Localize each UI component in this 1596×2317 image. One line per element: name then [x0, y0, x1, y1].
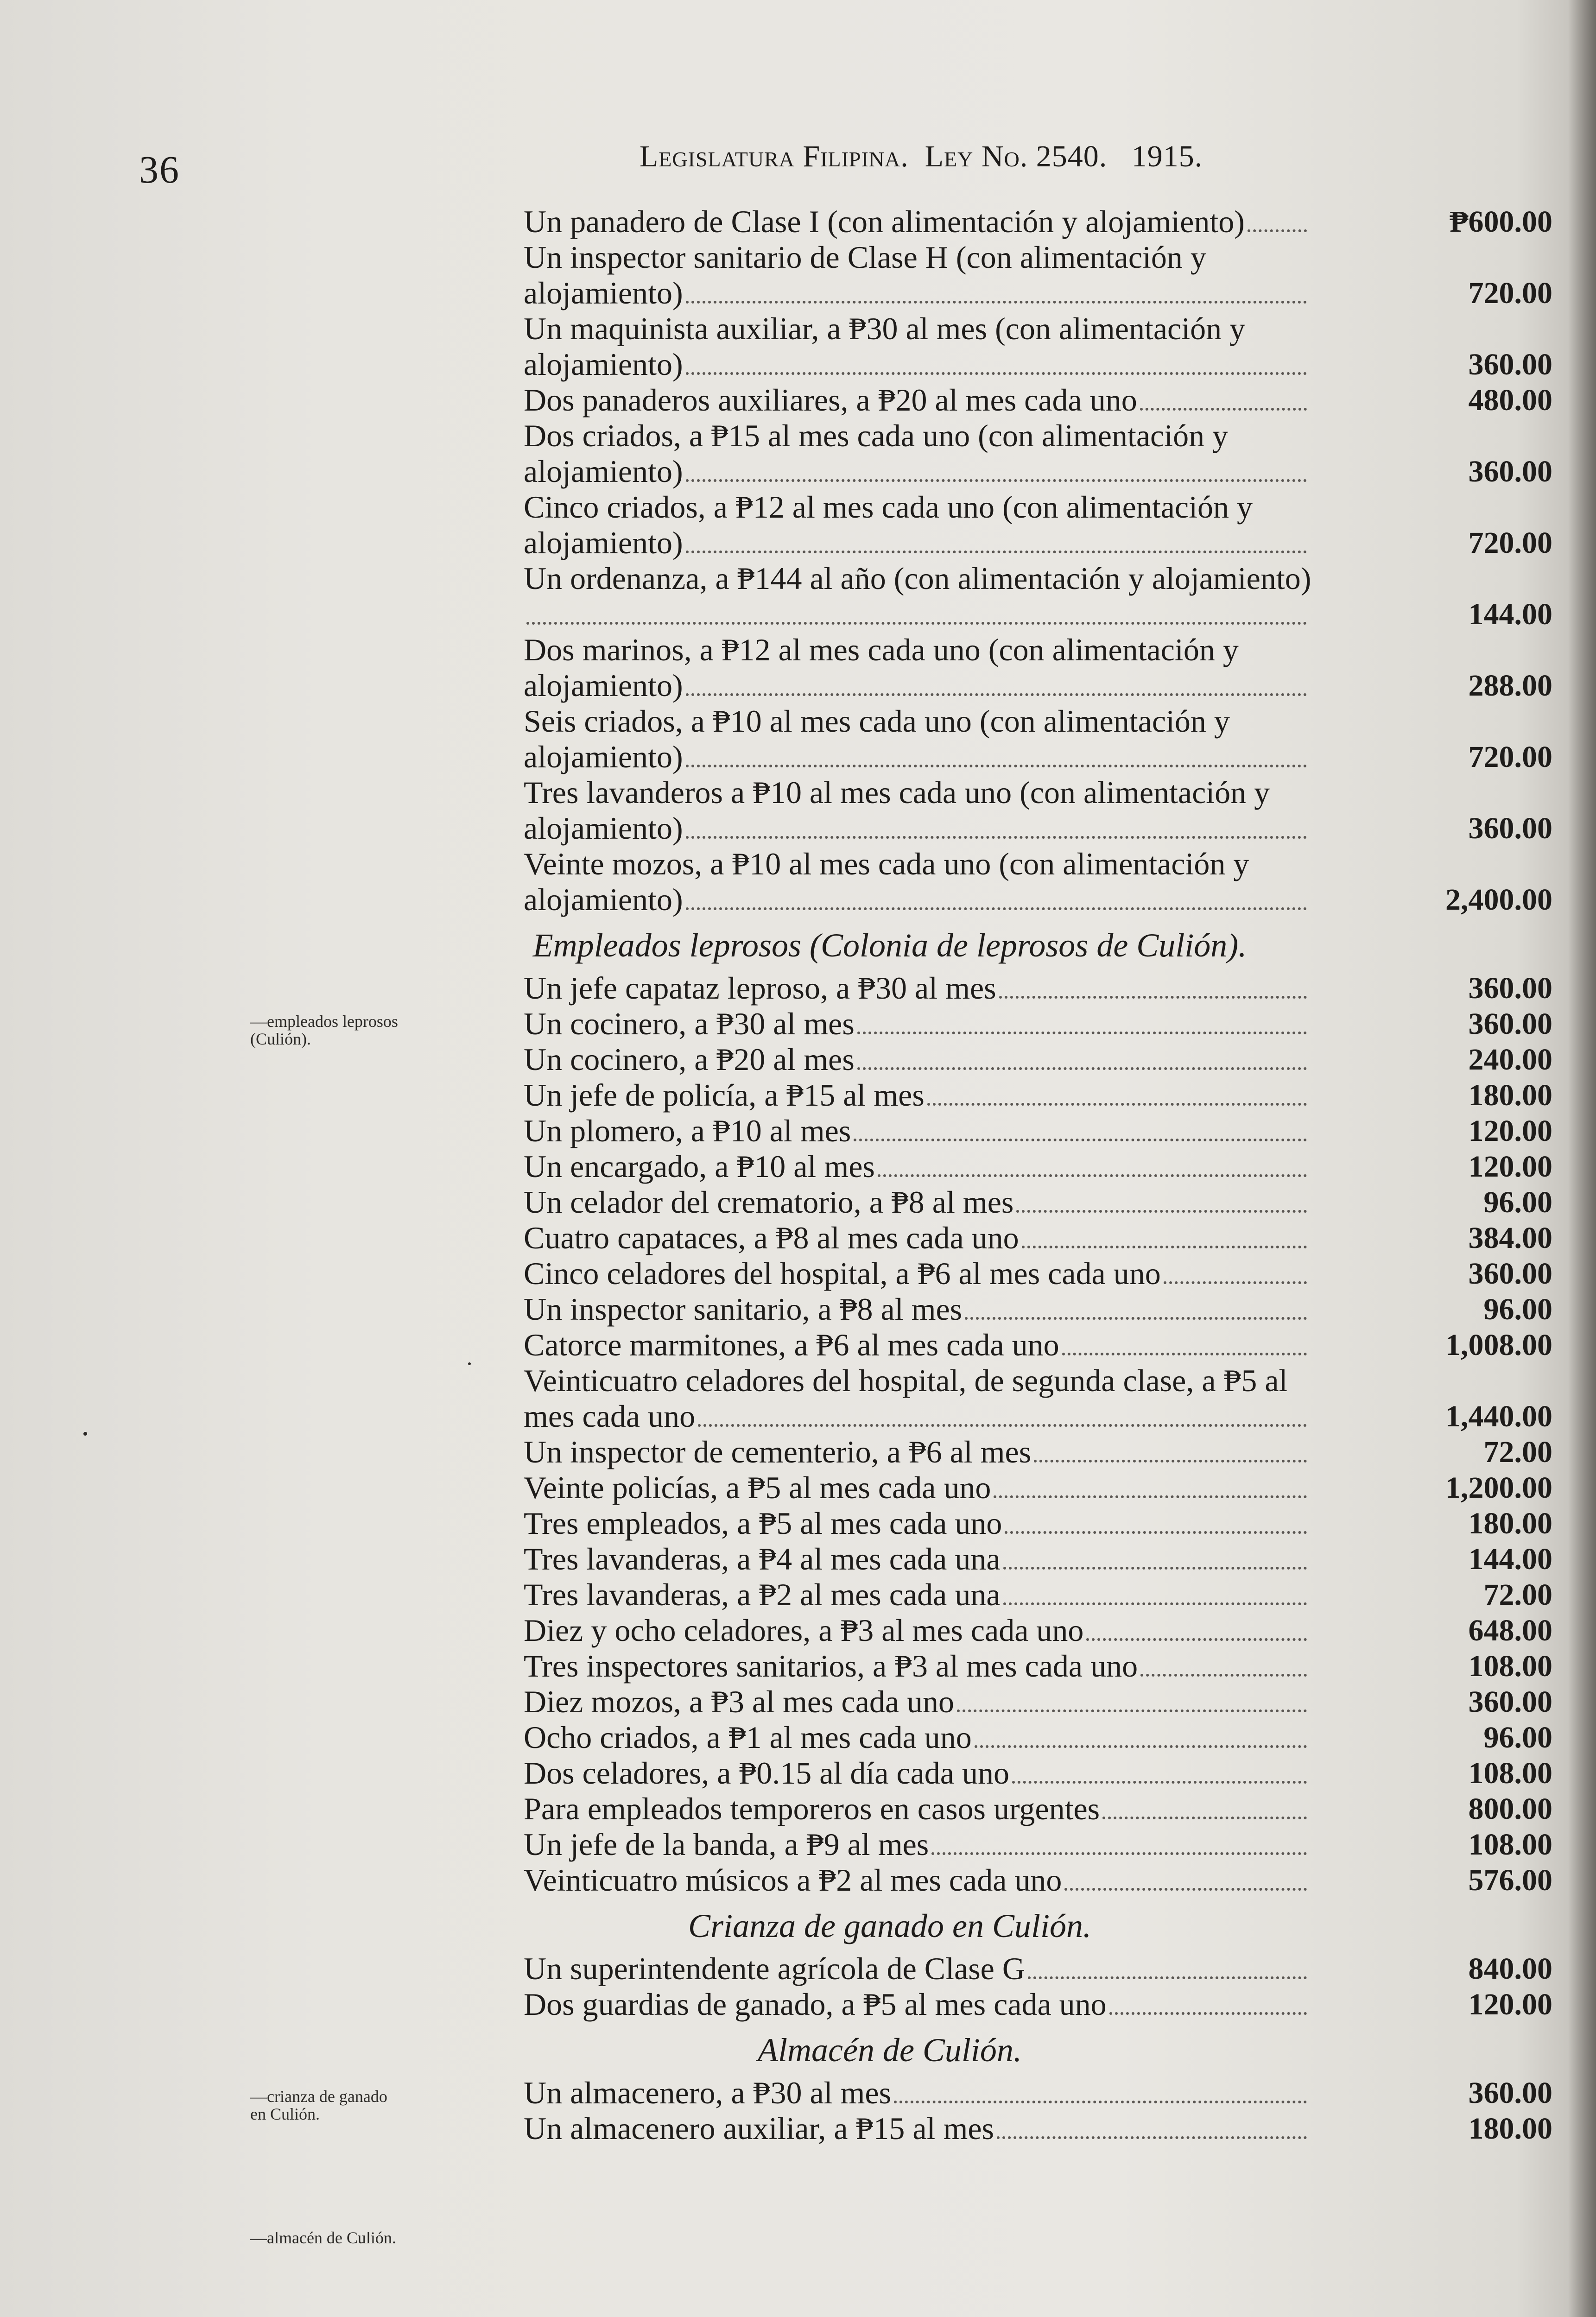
- line-item: [524, 846, 1552, 918]
- line-item-amount: 648.00: [1468, 1614, 1552, 1647]
- section-staff: [524, 204, 1557, 918]
- running-title: Legislatura Filipina.: [640, 139, 909, 173]
- line-item-amount: 2,400.00: [1445, 883, 1552, 917]
- line-item-description: Un jefe de la banda, a ₱9 al mes: [524, 1827, 1311, 1862]
- line-item-description: Veinticuatro celadores del hospital, de segunda clase, a ₱5 al mes cada uno: [524, 1363, 1311, 1434]
- line-item-amount: 180.00: [1468, 1078, 1552, 1112]
- line-item-description: Dos panaderos auxiliares, a ₱20 al mes cada uno: [524, 382, 1311, 418]
- line-item-amount: 360.00: [1468, 971, 1552, 1005]
- line-item: [524, 1006, 1552, 1042]
- line-item-description: Dos marinos, a ₱12 al mes cada uno (con alimentación y alojamiento): [524, 632, 1311, 703]
- line-item-description: Un almacenero auxiliar, a ₱15 al mes: [524, 2111, 1311, 2146]
- line-item-amount: 360.00: [1468, 348, 1552, 381]
- line-item: [524, 240, 1552, 311]
- dot-leader: [965, 1317, 1307, 1320]
- dot-leader: [999, 996, 1307, 999]
- dot-leader: [854, 1139, 1307, 1141]
- line-item-amount: 360.00: [1468, 1685, 1552, 1719]
- line-item-description: Un inspector sanitario, a ₱8 al mes: [524, 1291, 1311, 1327]
- line-item-amount: 800.00: [1468, 1792, 1552, 1826]
- margin-note-line: (Culión).: [250, 1030, 311, 1048]
- line-item-amount: 108.00: [1468, 1756, 1552, 1790]
- line-item: [524, 1648, 1552, 1684]
- line-item: [524, 1327, 1552, 1363]
- line-item-description: Un cocinero, a ₱20 al mes: [524, 1042, 1311, 1077]
- line-item-amount: 120.00: [1468, 1150, 1552, 1184]
- dot-leader: [1086, 1638, 1307, 1641]
- line-item-amount: 1,008.00: [1445, 1328, 1552, 1362]
- line-item-description: Dos celadores, a ₱0.15 al día cada uno: [524, 1755, 1311, 1791]
- dot-leader: [686, 301, 1307, 304]
- line-item-description: Un celador del crematorio, a ₱8 al mes: [524, 1184, 1311, 1220]
- line-item-amount: 720.00: [1468, 740, 1552, 774]
- line-item: [524, 2075, 1552, 2111]
- dot-leader: [997, 2136, 1307, 2139]
- line-item-amount: 720.00: [1468, 276, 1552, 310]
- line-item-amount: 360.00: [1468, 455, 1552, 488]
- line-item: [524, 970, 1552, 1006]
- dot-leader: [1028, 1976, 1307, 1979]
- dot-leader: [1016, 1210, 1307, 1213]
- line-item-amount: 360.00: [1468, 1007, 1552, 1041]
- line-item-description: Un cocinero, a ₱30 al mes: [524, 1006, 1311, 1042]
- line-item-amount: 240.00: [1468, 1043, 1552, 1076]
- section-heading-crianza: Crianza de ganado en Culión.: [688, 1907, 1091, 1944]
- dot-leader: [686, 765, 1307, 767]
- line-item-description: Cuatro capataces, a ₱8 al mes cada uno: [524, 1220, 1311, 1256]
- dot-leader: [1064, 1888, 1307, 1891]
- dot-leader: [1062, 1353, 1307, 1355]
- line-item-amount: 360.00: [1468, 811, 1552, 845]
- line-item: [524, 1506, 1552, 1541]
- line-item: [524, 1434, 1552, 1470]
- header-year: 1915.: [1131, 139, 1203, 173]
- line-item: [524, 1077, 1552, 1113]
- dot-leader: [686, 551, 1307, 553]
- law-number: Ley No. 2540.: [925, 139, 1108, 173]
- line-item: [524, 1363, 1552, 1434]
- dot-leader: [1109, 2012, 1307, 2015]
- line-item-amount: 360.00: [1468, 2076, 1552, 2110]
- line-item-amount: 144.00: [1468, 1542, 1552, 1576]
- line-item-amount: 72.00: [1483, 1578, 1552, 1612]
- dot-leader: [1003, 1567, 1307, 1570]
- line-item: [524, 1720, 1552, 1755]
- line-item: [524, 1987, 1552, 2022]
- line-item-description: Un superintendente agrícola de Clase G: [524, 1951, 1311, 1987]
- line-item-amount: 96.00: [1483, 1185, 1552, 1219]
- dot-leader: [1012, 1781, 1307, 1784]
- margin-note-almacen: [250, 2229, 519, 2247]
- line-item-description: Un almacenero, a ₱30 al mes: [524, 2075, 1311, 2111]
- margin-note-line: —empleados leprosos: [250, 1012, 398, 1031]
- line-item-description: Catorce marmitones, a ₱6 al mes cada uno: [524, 1327, 1311, 1363]
- dot-leader: [931, 1852, 1307, 1855]
- appropriation-list: [524, 204, 1557, 2146]
- dot-leader: [878, 1174, 1307, 1177]
- dot-leader: [857, 1067, 1307, 1070]
- line-item-description: Tres lavanderos a ₱10 al mes cada uno (con alimentación y alojamiento): [524, 775, 1311, 846]
- line-item-description: Un encargado, a ₱10 al mes: [524, 1149, 1311, 1184]
- section-almacen: [524, 2075, 1557, 2146]
- line-item: [524, 1541, 1552, 1577]
- line-item: [524, 1684, 1552, 1720]
- line-item-amount: 720.00: [1468, 526, 1552, 560]
- line-item-amount: 1,440.00: [1445, 1399, 1552, 1433]
- running-header: [640, 139, 1474, 174]
- line-item-description: Un maquinista auxiliar, a ₱30 al mes (con alimentación y alojamiento): [524, 311, 1311, 382]
- dot-leader: [994, 1495, 1307, 1498]
- dot-leader: [526, 622, 1307, 625]
- line-item-description: Un inspector sanitario de Clase H (con alimentación y alojamiento): [524, 240, 1311, 311]
- ink-speck: [83, 1432, 87, 1436]
- line-item: [524, 1470, 1552, 1506]
- line-item: [524, 418, 1552, 489]
- line-item-amount: 120.00: [1468, 1114, 1552, 1148]
- line-item-description: Un panadero de Clase I (con alimentación y alojamiento): [524, 204, 1311, 240]
- line-item: [524, 382, 1552, 418]
- line-item-description: Diez y ocho celadores, a ₱3 al mes cada uno: [524, 1613, 1311, 1648]
- dot-leader: [1003, 1602, 1307, 1605]
- line-item-description: Tres inspectores sanitarios, a ₱3 al mes cada uno: [524, 1648, 1311, 1684]
- dot-leader: [1005, 1531, 1307, 1534]
- line-item-description: Cinco celadores del hospital, a ₱6 al mes cada uno: [524, 1256, 1311, 1291]
- line-item-amount: 288.00: [1468, 669, 1552, 703]
- line-item: [524, 311, 1552, 382]
- dot-leader: [686, 372, 1307, 375]
- line-item-amount: 108.00: [1468, 1649, 1552, 1683]
- line-item-amount: 384.00: [1468, 1221, 1552, 1255]
- line-item-description: Para empleados temporeros en casos urgentes: [524, 1791, 1311, 1827]
- page-number: 36: [139, 148, 180, 191]
- line-item-amount: 120.00: [1468, 1988, 1552, 2021]
- line-item-description: Seis criados, a ₱10 al mes cada uno (con alimentación y alojamiento): [524, 703, 1311, 775]
- line-item: [524, 2111, 1552, 2146]
- line-item-description: Veinticuatro músicos a ₱2 al mes cada uno: [524, 1862, 1311, 1898]
- dot-leader: [1248, 229, 1307, 232]
- line-item: [524, 489, 1552, 561]
- dot-leader: [1164, 1281, 1307, 1284]
- dot-leader: [686, 907, 1307, 910]
- section-crianza: [524, 1951, 1557, 2022]
- line-item-amount: 72.00: [1483, 1435, 1552, 1469]
- line-item-amount: 576.00: [1468, 1863, 1552, 1897]
- line-item-description: Veinte policías, a ₱5 al mes cada uno: [524, 1470, 1311, 1506]
- dot-leader: [894, 2101, 1307, 2103]
- line-item-amount: ₱600.00: [1450, 205, 1552, 239]
- line-item: [524, 1791, 1552, 1827]
- dot-leader: [975, 1745, 1307, 1748]
- line-item-description: Dos criados, a ₱15 al mes cada uno (con alimentación y alojamiento): [524, 418, 1311, 489]
- line-item: [524, 1951, 1552, 1987]
- line-item: [524, 1256, 1552, 1291]
- dot-leader: [927, 1103, 1307, 1106]
- line-item: [524, 204, 1552, 240]
- line-item-description: Veinte mozos, a ₱10 al mes cada uno (con alimentación y alojamiento): [524, 846, 1311, 918]
- dot-leader: [1022, 1246, 1307, 1248]
- line-item-amount: 180.00: [1468, 2112, 1552, 2146]
- line-item: [524, 1862, 1552, 1898]
- line-item: [524, 703, 1552, 775]
- line-item-description: Un ordenanza, a ₱144 al año (con alimentación y alojamiento): [524, 561, 1311, 632]
- line-item-description: Un jefe capataz leproso, a ₱30 al mes: [524, 970, 1311, 1006]
- line-item: [524, 1827, 1552, 1862]
- dot-leader: [698, 1424, 1307, 1427]
- line-item-description: Ocho criados, a ₱1 al mes cada uno: [524, 1720, 1311, 1755]
- line-item-amount: 1,200.00: [1445, 1471, 1552, 1505]
- dot-leader: [1140, 408, 1307, 411]
- line-item-amount: 180.00: [1468, 1507, 1552, 1540]
- line-item: [524, 1042, 1552, 1077]
- line-item: [524, 1113, 1552, 1149]
- line-item-amount: 360.00: [1468, 1257, 1552, 1291]
- line-item-amount: 96.00: [1483, 1721, 1552, 1754]
- line-item-description: Tres empleados, a ₱5 al mes cada uno: [524, 1506, 1311, 1541]
- line-item: [524, 1613, 1552, 1648]
- margin-note-crianza: [250, 2088, 519, 2123]
- line-item: [524, 1220, 1552, 1256]
- ink-speck: [468, 1362, 471, 1365]
- margin-note-line: —crianza de ganado: [250, 2087, 387, 2106]
- margin-note-empleados-leprosos: [250, 1013, 519, 1048]
- line-item: [524, 1291, 1552, 1327]
- line-item-description: Tres lavanderas, a ₱4 al mes cada una: [524, 1541, 1311, 1577]
- dot-leader: [857, 1032, 1307, 1034]
- line-item-amount: 144.00: [1468, 597, 1552, 631]
- line-item-description: Un inspector de cementerio, a ₱6 al mes: [524, 1434, 1311, 1470]
- line-item: [524, 632, 1552, 703]
- section-leprosos: [524, 970, 1557, 1898]
- dot-leader: [1102, 1817, 1307, 1819]
- line-item: [524, 1577, 1552, 1613]
- line-item-amount: 108.00: [1468, 1828, 1552, 1861]
- line-item-description: Diez mozos, a ₱3 al mes cada uno: [524, 1684, 1311, 1720]
- line-item: [524, 1149, 1552, 1184]
- line-item-amount: 840.00: [1468, 1952, 1552, 1986]
- section-heading-leprosos: Empleados leprosos (Colonia de leprosos de Culión).: [532, 927, 1247, 964]
- margin-note-line: —almacén de Culión.: [250, 2228, 396, 2247]
- line-item: [524, 1755, 1552, 1791]
- line-item: [524, 1184, 1552, 1220]
- line-item: [524, 775, 1552, 846]
- dot-leader: [1034, 1460, 1307, 1462]
- line-item-description: Tres lavanderas, a ₱2 al mes cada una: [524, 1577, 1311, 1613]
- dot-leader: [686, 693, 1307, 696]
- dot-leader: [686, 836, 1307, 839]
- line-item: [524, 561, 1552, 632]
- line-item-amount: 96.00: [1483, 1292, 1552, 1326]
- line-item-description: Dos guardias de ganado, a ₱5 al mes cada uno: [524, 1987, 1311, 2022]
- dot-leader: [686, 479, 1307, 482]
- line-item-description: Un jefe de policía, a ₱15 al mes: [524, 1077, 1311, 1113]
- line-item-description: Cinco criados, a ₱12 al mes cada uno (con alimentación y alojamiento): [524, 489, 1311, 561]
- line-item-description: Un plomero, a ₱10 al mes: [524, 1113, 1311, 1149]
- margin-note-line: en Culión.: [250, 2105, 320, 2123]
- line-item-amount: 480.00: [1468, 383, 1552, 417]
- dot-leader: [1140, 1674, 1307, 1677]
- dot-leader: [957, 1709, 1307, 1712]
- section-heading-almacen: Almacén de Culión.: [758, 2032, 1022, 2069]
- book-spine-shadow: [1568, 0, 1596, 2317]
